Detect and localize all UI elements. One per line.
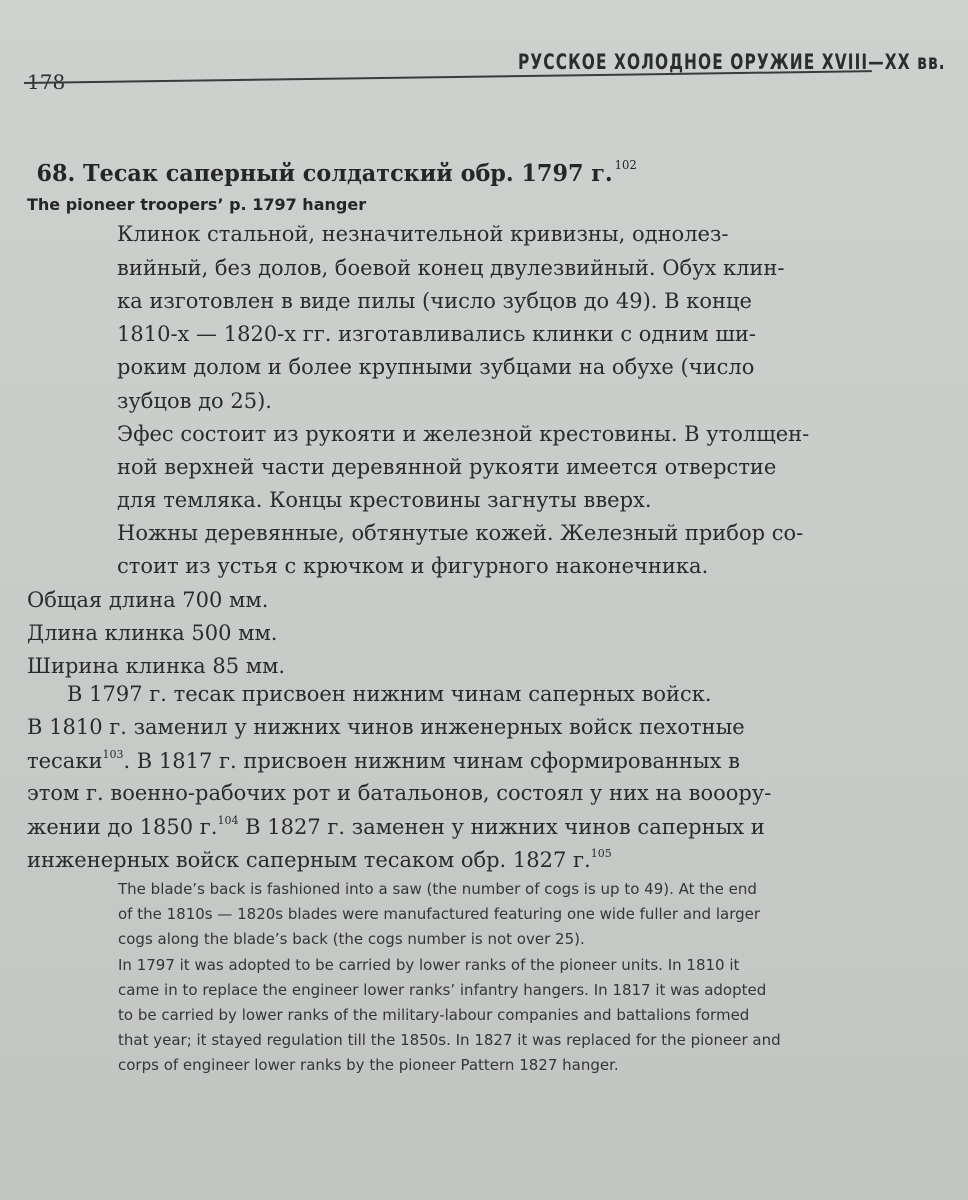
entry-title-ru-text: 68. Тесак саперный солдатский обр. 1797 г.	[36, 160, 613, 187]
english-line: that year; it stayed regulation till the 1850s. In 1827 it was replaced for the pioneer and	[118, 1031, 781, 1049]
measurement-total-length: Общая длина 700 мм.	[27, 588, 269, 612]
measurement-blade-length: Длина клинка 500 мм.	[27, 621, 278, 645]
running-title: РУССКОЕ ХОЛОДНОЕ ОРУЖИЕ XVIII—XX вв.	[517, 50, 946, 74]
description-line: Эфес состоит из рукояти и железной крестовины. В утолщен-	[117, 422, 810, 446]
english-line: came in to replace the engineer lower ranks’ infantry hangers. In 1817 it was adopted	[118, 981, 767, 999]
footnote-ref-105: 105	[590, 847, 612, 860]
description-line: стоит из устья с крючком и фигурного наконечника.	[117, 554, 709, 578]
history-text: тесаки	[27, 749, 103, 773]
description-line: вийный, без долов, боевой конец двулезвийный. Обух клин-	[117, 256, 785, 280]
description-line: Ножны деревянные, обтянутые кожей. Железный прибор со-	[117, 521, 804, 545]
history-line	[27, 814, 765, 839]
english-line: corps of engineer lower ranks by the pioneer Pattern 1827 hanger.	[118, 1056, 619, 1074]
english-line: In 1797 it was adopted to be carried by lower ranks of the pioneer units. In 1810 it	[118, 956, 740, 974]
measurement-blade-width: Ширина клинка 85 мм.	[27, 654, 286, 678]
history-line: В 1810 г. заменил у нижних чинов инженерных войск пехотные	[27, 715, 745, 739]
description-line: Клинок стальной, незначительной кривизны, однолез-	[117, 222, 729, 246]
description-line: роким долом и более крупными зубцами на обухе (число	[117, 355, 755, 379]
history-line	[27, 748, 740, 773]
history-line	[27, 847, 612, 872]
english-line: to be carried by lower ranks of the military-labour companies and battalions formed	[118, 1006, 750, 1024]
entry-title-ru	[37, 158, 637, 187]
description-line: 1810-х — 1820-х гг. изготавливались клинки с одним ши-	[117, 322, 756, 346]
english-line: cogs along the blade’s back (the cogs number is not over 25).	[118, 930, 585, 948]
page-number: 178	[27, 70, 66, 94]
description-line: ка изготовлен в виде пилы (число зубцов до 49). В конце	[117, 289, 752, 313]
description-line: ной верхней части деревянной рукояти имеется отверстие	[117, 455, 777, 479]
footnote-ref-102: 102	[614, 158, 637, 172]
english-line: of the 1810s — 1820s blades were manufactured featuring one wide fuller and larger	[118, 905, 761, 923]
history-text: жении до 1850 г.	[27, 815, 218, 839]
description-line: для темляка. Концы крестовины загнуты вверх.	[117, 488, 652, 512]
history-line: В 1797 г. тесак присвоен нижним чинам саперных войск.	[67, 682, 712, 706]
history-text: . В 1817 г. присвоен нижним чинам сформированных в	[123, 749, 740, 773]
history-line: этом г. военно-рабочих рот и батальонов, состоял у них на вооору-	[27, 781, 772, 805]
history-text: инженерных войск саперным тесаком обр. 1827 г.	[27, 848, 591, 872]
english-line: The blade’s back is fashioned into a saw (the number of cogs is up to 49). At the end	[118, 880, 757, 898]
history-text: В 1827 г. заменен у нижних чинов саперных и	[238, 815, 765, 839]
entry-title-en: The pioneer troopers’ p. 1797 hanger	[27, 195, 367, 214]
footnote-ref-104: 104	[217, 814, 239, 827]
description-line: зубцов до 25).	[117, 389, 272, 413]
header-rule	[24, 70, 872, 84]
footnote-ref-103: 103	[102, 748, 124, 761]
